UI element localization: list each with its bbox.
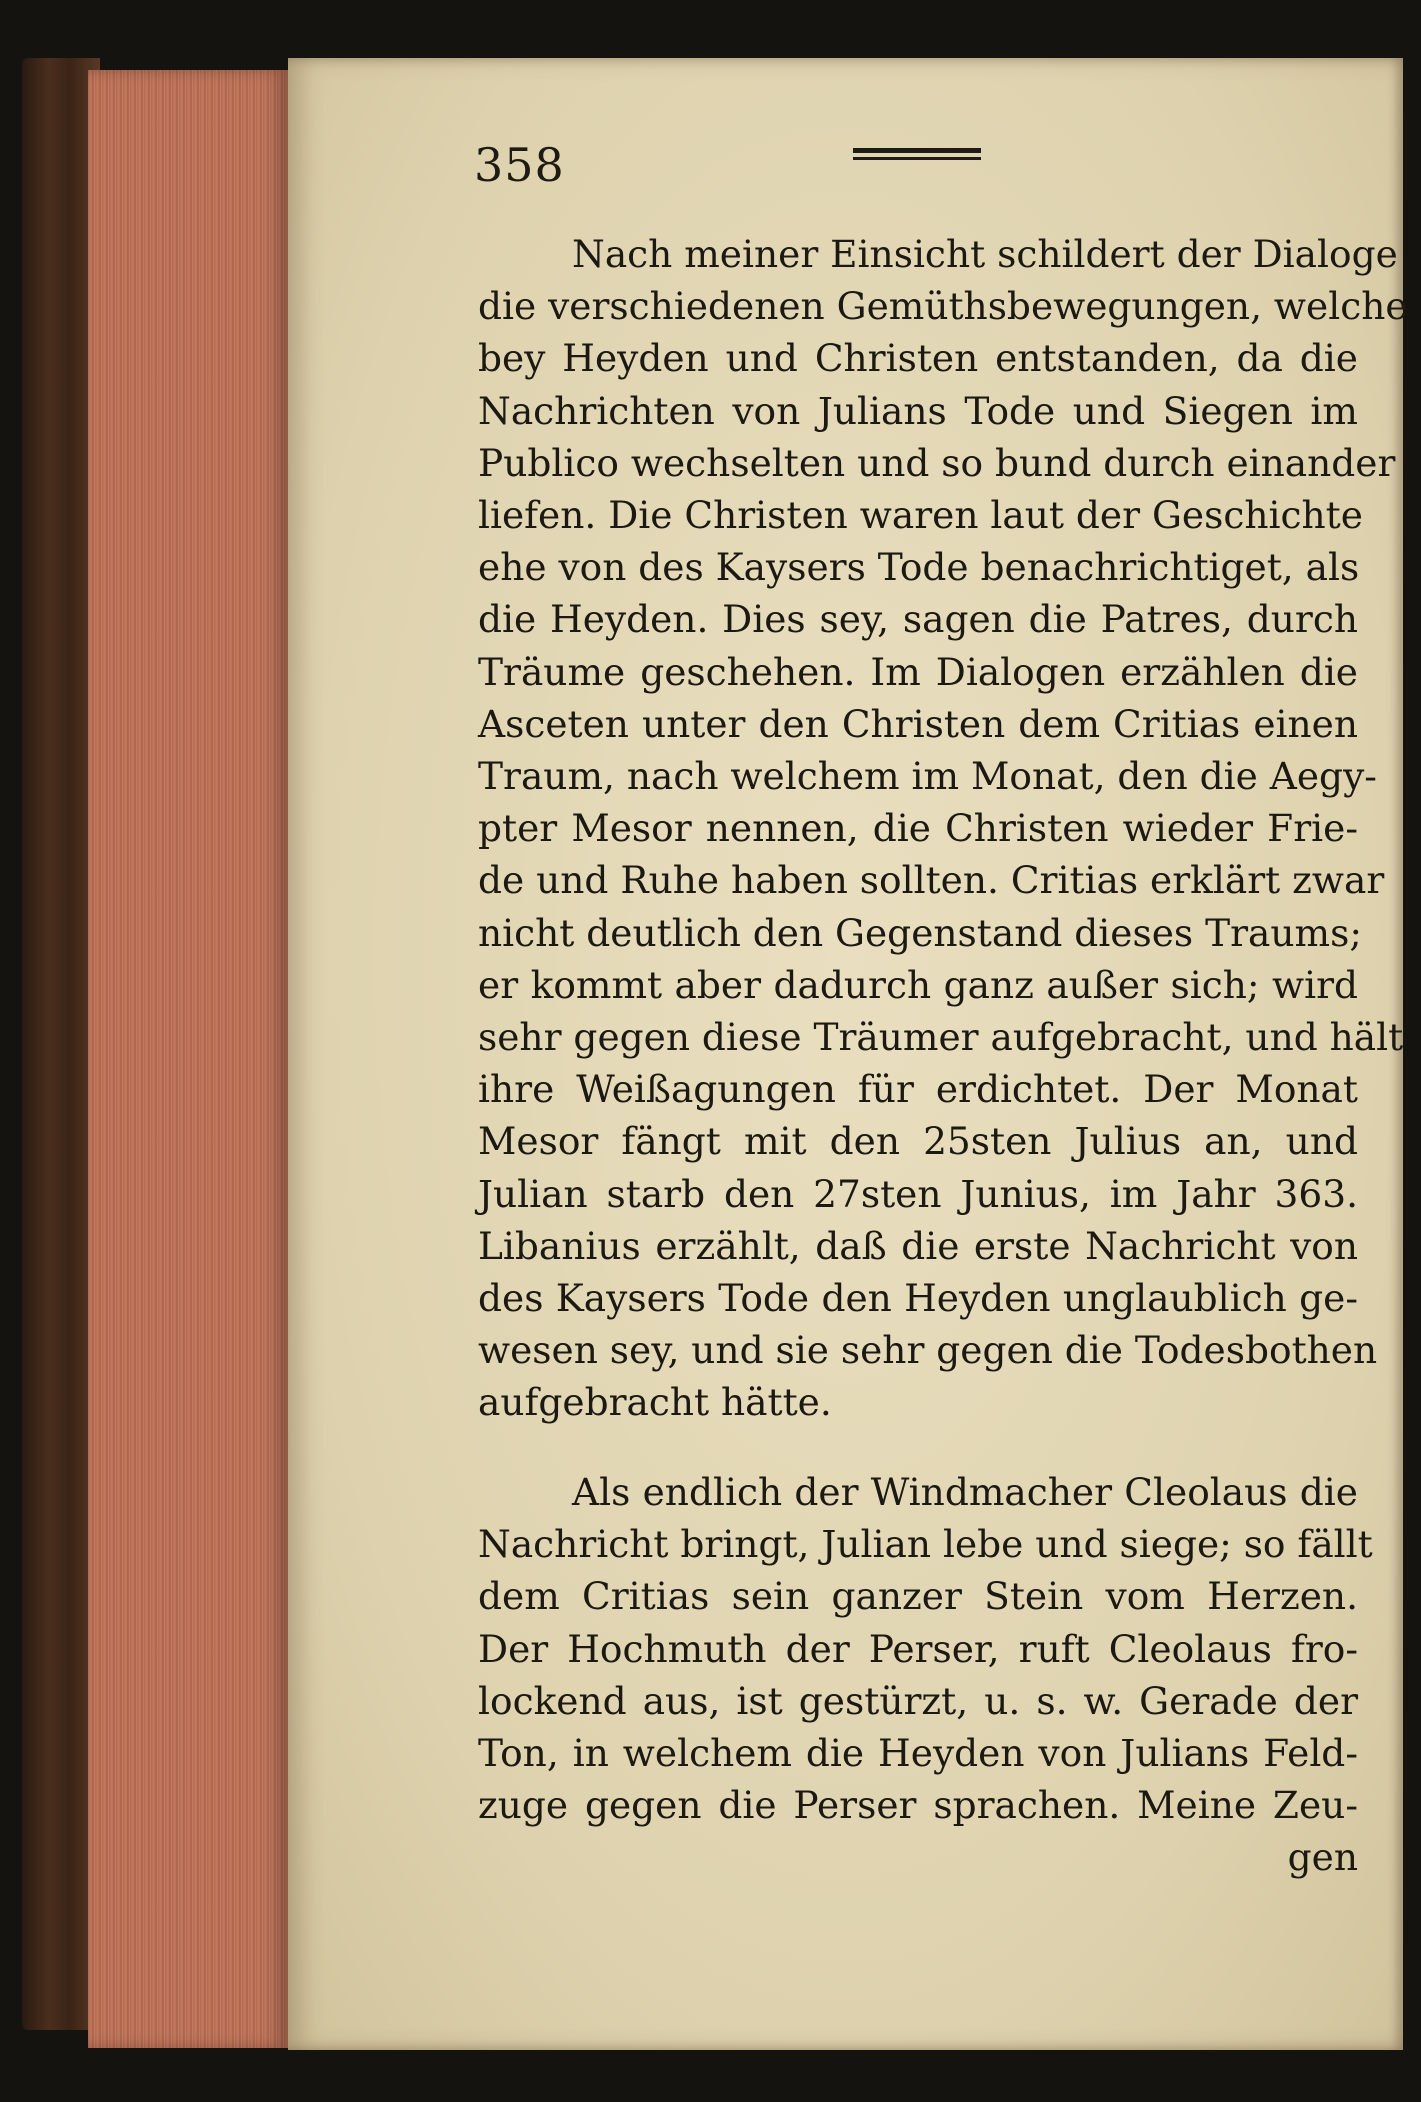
text-line: liefen. Die Christen waren laut der Geschichte: [478, 493, 1363, 538]
text-line: bey Heyden und Christen entstanden, da die: [478, 336, 1358, 381]
text-line: die Heyden. Dies sey, sagen die Patres, durch: [478, 597, 1358, 642]
text-line: Als endlich der Windmacher Cleolaus die: [572, 1470, 1358, 1514]
text-line: ihre Weißagungen für erdichtet. Der Monat: [478, 1067, 1358, 1112]
text-line: dem Critias sein ganzer Stein vom Herzen.: [478, 1574, 1358, 1619]
catchword: gen: [1287, 1835, 1358, 1880]
paragraph-2: [478, 1466, 1373, 1884]
page-number: 358: [474, 138, 565, 192]
text-line: Nachricht bringt, Julian lebe und siege; so fällt: [478, 1522, 1373, 1567]
text-line: Publico wechselten und so bund durch einander: [478, 440, 1396, 485]
text-line: Asceten unter den Christen dem Critias einen: [478, 701, 1358, 746]
text-line: de und Ruhe haben sollten. Critias erklärt zwar: [478, 858, 1385, 903]
text-line: Traum, nach welchem im Monat, den die Aegy-: [478, 754, 1377, 799]
text-line: Ton, in welchem die Heyden von Julians Feld-: [478, 1731, 1358, 1776]
text-line: wesen sey, und sie sehr gegen die Todesbothen: [478, 1328, 1378, 1373]
text-line: Mesor fängt mit den 25sten Julius an, und: [478, 1119, 1358, 1164]
text-line: lockend aus, ist gestürzt, u. s. w. Gerade der: [478, 1678, 1358, 1723]
text-line: Julian starb den 27sten Junius, im Jahr 363.: [478, 1171, 1358, 1216]
text-line: aufgebracht hätte.: [478, 1380, 832, 1425]
text-line: Libanius erzählt, daß die erste Nachricht von: [478, 1223, 1358, 1268]
text-line: Träume geschehen. Im Dialogen erzählen die: [478, 649, 1358, 694]
text-line: die verschiedenen Gemüthsbewegungen, welche: [478, 284, 1408, 329]
text-line: ehe von des Kaysers Tode benachrichtiget, als: [478, 545, 1360, 590]
text-line: Nach meiner Einsicht schildert der Dialoge: [572, 232, 1398, 276]
text-line: des Kaysers Tode den Heyden unglaublich ge-: [478, 1276, 1358, 1321]
text-line: Nachrichten von Julians Tode und Siegen im: [478, 388, 1358, 433]
text-line: pter Mesor nennen, die Christen wieder Frie-: [478, 806, 1358, 851]
text-line: er kommt aber dadurch ganz außer sich; wird: [478, 962, 1358, 1007]
text-line: Der Hochmuth der Perser, ruft Cleolaus fro-: [478, 1626, 1358, 1671]
header-rule: [853, 148, 981, 174]
paragraph-1: [478, 228, 1408, 1429]
text-line: sehr gegen diese Träumer aufgebracht, und hält: [478, 1015, 1404, 1060]
page-edges: [88, 70, 288, 2048]
text-line: zuge gegen die Perser sprachen. Meine Zeu-: [478, 1783, 1358, 1828]
text-line: nicht deutlich den Gegenstand dieses Traums;: [478, 910, 1362, 955]
